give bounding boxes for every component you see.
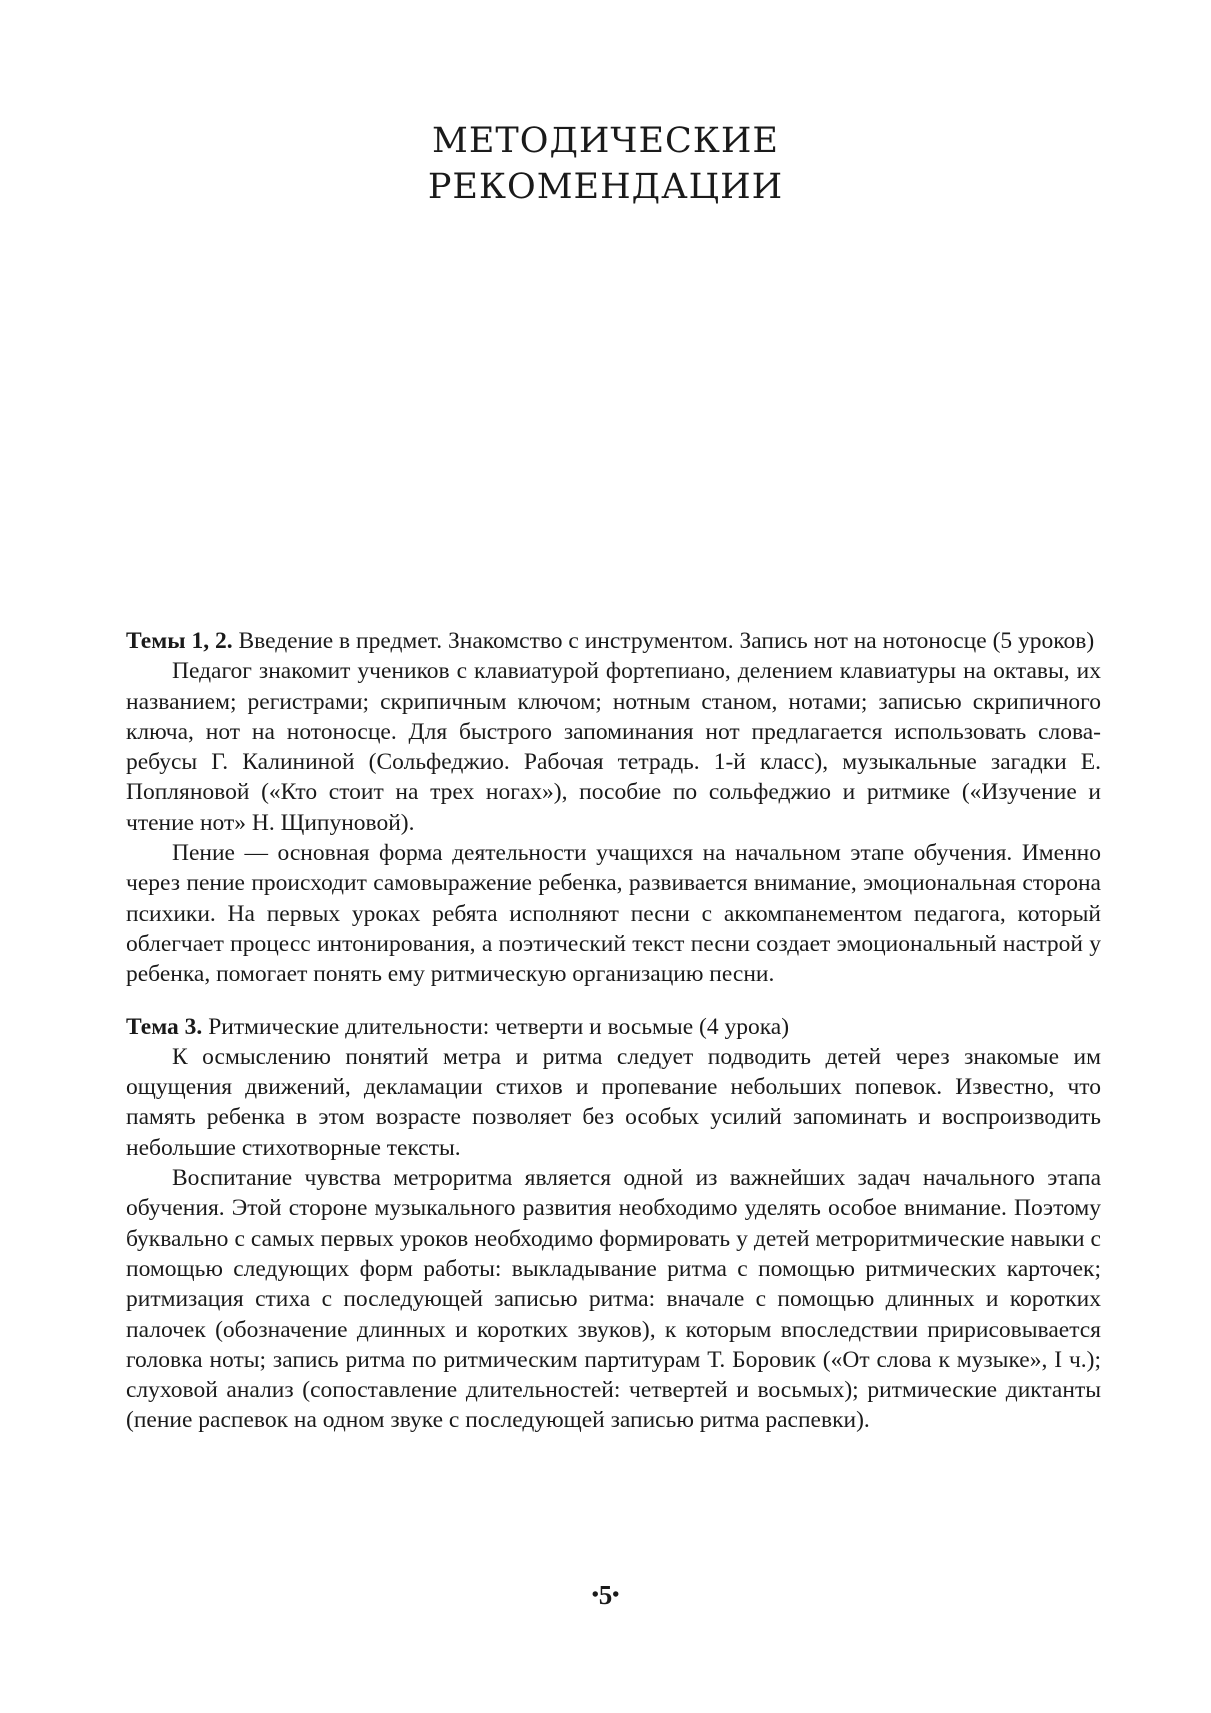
section-label: Темы 1, 2.: [126, 628, 233, 654]
paragraph: Пение — основная форма деятельности учащихся на начальном этапе обучения. Именно через пение происходит самовыражение ребенка, развивается внимание, эмоциональная сторона психики. На первых уроках ребята исполняют песни с аккомпанементом педагога, который облегчает процесс интонирования, а поэтический текст песни создает эмоциональный настрой у ребенка, помогает понять ему ритмическую организацию песни.: [126, 840, 1101, 988]
paragraph: К осмыслению понятий метра и ритма следует подводить детей через знакомые им ощущения движений, декламации стихов и пропевание небольших попевок. Известно, что память ребенка в этом возрасте позволяет без особых усилий запоминать и воспроизводить небольшие стихотворные тексты.: [126, 1043, 1101, 1161]
section-topic-3: [126, 1012, 1101, 1436]
paragraph: Воспитание чувства метроритма является одной из важнейших задач начального этапа обучения. Этой стороне музыкального развития необходимо уделять особое внимание. Поэтому буквально с самых первых уроков необходимо формировать у детей метроритмические навыки с помощью следующих форм работы: выкладывание ритма с помощью ритмических карточек; ритмизация стиха с последующей записью ритма: вначале с помощью длинных и коротких палочек (обозначение длинных и коротких звуков), к которым впоследствии пририсовывается головка ноты; запись ритма по ритмическим партитурам Т. Боровик («От слова к музыке», I ч.); слуховой анализ (сопоставление длительностей: четвертей и восьмых); ритмические диктанты (пение распевок на одном звуке с последующей записью ритма распевки).: [126, 1165, 1101, 1434]
section-heading-text: Введение в предмет. Знакомство с инструментом. Запись нот на нотоносце (5 уроков): [232, 628, 1095, 654]
title-line-1: МЕТОДИЧЕСКИЕ: [432, 121, 779, 161]
bullet-left-icon: •: [591, 1584, 599, 1606]
section-heading: [126, 1012, 1101, 1042]
section-heading-text: Ритмические длительности: четверти и восьмые (4 урока): [202, 1013, 790, 1040]
page-title: [0, 118, 1211, 210]
bullet-right-icon: •: [612, 1584, 620, 1606]
paragraph: Педагог знакомит учеников с клавиатурой фортепиано, делением клавиатуры на октавы, их названием; регистрами; скрипичным ключом; нотным станом, нотами; записью скрипичного ключа, нот на нотоносце. Для быстрого запоминания нот предлагается использовать слова-ребусы Г. Калининой (Сольфеджио. Рабочая тетрадь. 1-й класс), музыкальные загадки Е. Попляновой («Кто стоит на трех ногах»), пособие по сольфеджио и ритмике («Изучение и чтение нот» Н. Щипуновой).: [126, 658, 1101, 836]
page-number: [0, 1580, 1211, 1611]
page-number-value: 5: [598, 1580, 613, 1610]
section-topics-1-2: [126, 626, 1101, 990]
title-line-2: РЕКОМЕНДАЦИИ: [427, 167, 784, 207]
section-label: Тема 3.: [126, 1013, 203, 1040]
body-text: [126, 626, 1101, 1436]
section-heading: [126, 626, 1101, 656]
